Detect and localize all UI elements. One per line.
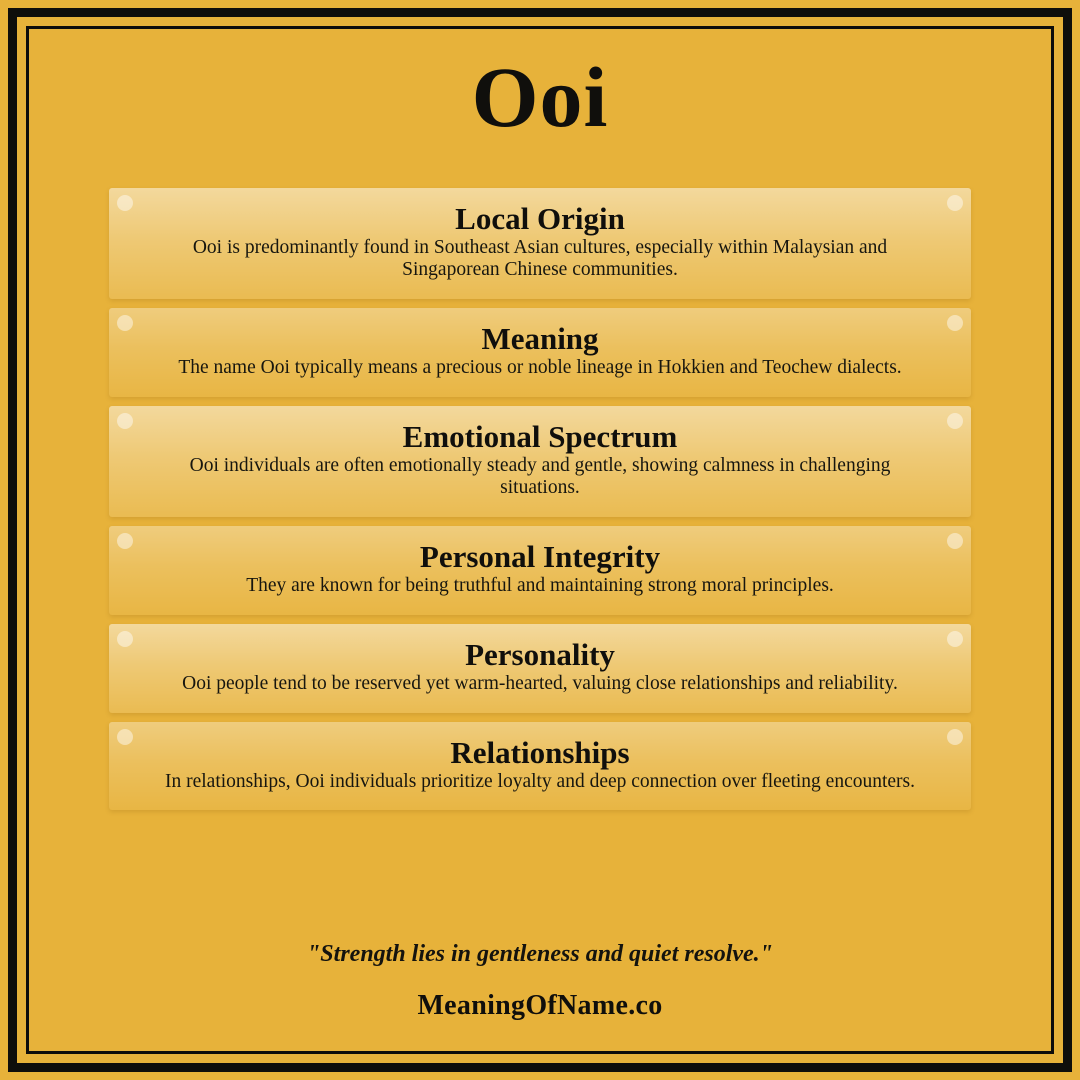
poster-content (34, 34, 1046, 1046)
section-body: Ooi individuals are often emotionally steady and gentle, showing calmness in challenging situations. (189, 455, 891, 498)
section-body: They are known for being truthful and maintaining strong moral principles. (246, 574, 834, 596)
section-card-personality (109, 624, 971, 713)
sections-list (109, 188, 971, 810)
section-heading: Emotional Spectrum (402, 418, 678, 454)
brand-name: MeaningOfName.co (417, 990, 663, 1021)
section-body: Ooi people tend to be reserved yet warm-hearted, valuing close relationships and reliability. (182, 672, 898, 694)
section-card-local-origin (109, 188, 971, 299)
poster-footer (34, 941, 1046, 1046)
section-heading: Meaning (481, 321, 599, 357)
section-card-emotional-spectrum (109, 406, 971, 517)
section-card-personal-integrity (109, 526, 971, 615)
quote-text: "Strength lies in gentleness and quiet resolve." (306, 941, 774, 967)
section-heading: Personal Integrity (419, 538, 661, 574)
section-card-relationships (109, 722, 971, 811)
section-heading: Relationships (450, 734, 630, 770)
section-body: Ooi is predominantly found in Southeast Asian cultures, especially within Malaysian and Singaporean Chinese communities. (192, 237, 888, 281)
page-title: Ooi (471, 49, 609, 145)
section-body: In relationships, Ooi individuals prioritize loyalty and deep connection over fleeting encounters. (165, 770, 915, 792)
section-heading: Local Origin (455, 201, 625, 237)
section-card-meaning (109, 308, 971, 397)
section-body: The name Ooi typically means a precious or noble lineage in Hokkien and Teochew dialects. (178, 357, 902, 379)
section-heading: Personality (465, 636, 615, 672)
